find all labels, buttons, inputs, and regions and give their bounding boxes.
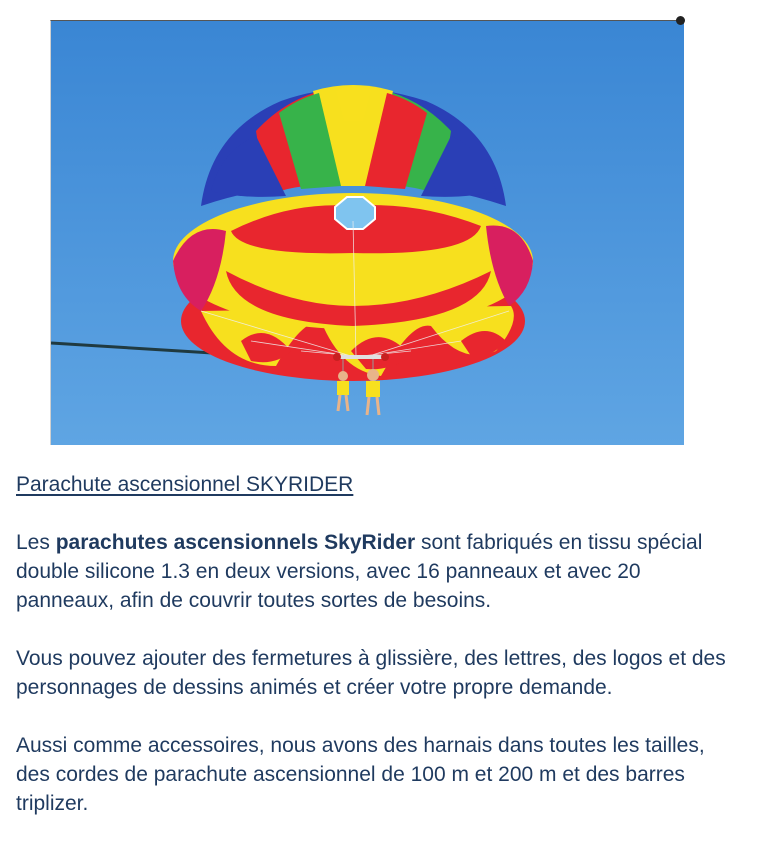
spreader-bar <box>337 355 385 359</box>
paragraph-description-lead: Les <box>16 531 56 554</box>
parasail-illustration <box>51 21 684 445</box>
paragraph-customization: Vous pouvez ajouter des fermetures à glissière, des lettres, des logos et des personnages de dessins animés et créer votre propre demande. <box>16 647 726 699</box>
article-body <box>16 470 744 847</box>
paragraph-description <box>16 528 744 615</box>
paragraph-accessories: Aussi comme accessoires, nous avons des harnais dans toutes les tailles, des cordes de parachute ascensionnel de 100 m et 200 m et des barres triplizer. <box>16 734 705 815</box>
paragraph-description-rest: sont fabriqués en tissu spécial double silicone 1.3 en deux versions, avec 16 panneaux et avec 20 panneaux, afin de couvrir toutes sortes de besoins. <box>16 531 703 612</box>
article-heading: Parachute ascensionnel SKYRIDER <box>16 473 354 496</box>
parasail-photo <box>50 20 684 445</box>
product-name-bold: parachutes ascensionnels SkyRider <box>55 531 416 554</box>
frame-corner-handle <box>676 16 685 25</box>
canopy-vent <box>335 197 375 229</box>
